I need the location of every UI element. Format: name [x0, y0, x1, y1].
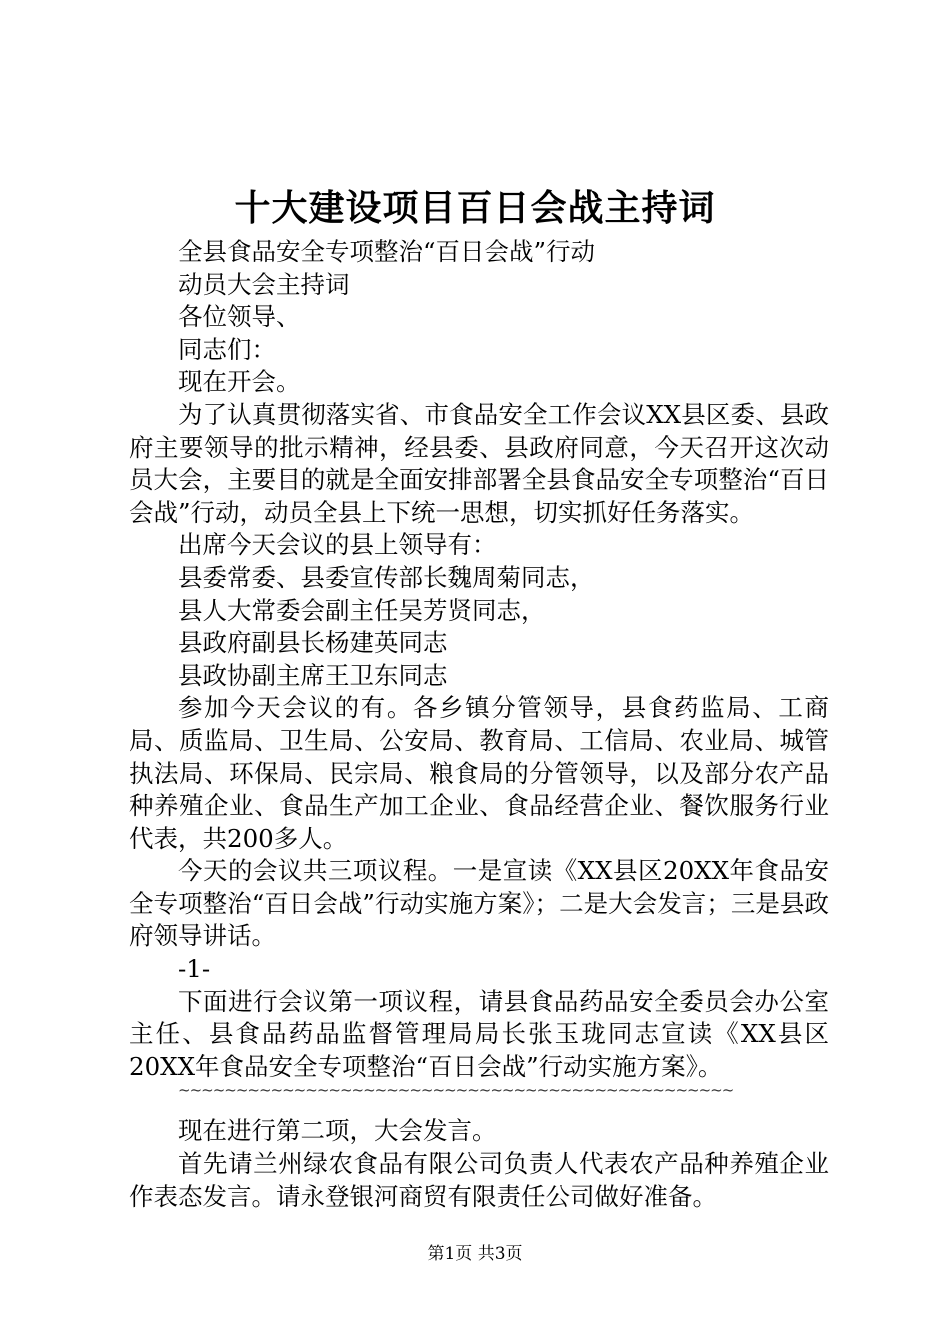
document-title: 十大建设项目百日会战主持词	[234, 187, 716, 229]
inline-page-number: -1-	[178, 954, 211, 984]
spacer	[129, 1101, 829, 1115]
paragraph-leader-1: 县委常委、县委宣传部长魏周菊同志，	[178, 562, 595, 592]
paragraph-speech-order: 首先请兰州绿农食品有限公司负责人代表农产品种养殖企业作表态发言。请永登银河商贸有限责任公司做好准备。	[129, 1149, 829, 1211]
document-body	[129, 236, 829, 1213]
paragraph-greeting-1: 各位领导、	[178, 302, 301, 332]
tilde-divider: ~~~~~~~~~~~~~~~~~~~~~~~~~~~~~~~~~~~~~~~~~~~~~~~~	[178, 1083, 734, 1100]
paragraph-greeting-2: 同志们：	[178, 334, 276, 364]
paragraph-second-item: 现在进行第二项，大会发言。	[178, 1116, 497, 1146]
paragraph-leader-4: 县政协副主席王卫东同志	[178, 660, 448, 690]
page-footer: 第1页 共3页	[427, 1244, 523, 1264]
paragraph-subtitle-1: 全县食品安全专项整治“百日会战”行动	[178, 237, 596, 266]
paragraph-leader-3: 县政府副县长杨建英同志	[178, 628, 448, 658]
paragraph-opening: 现在开会。	[178, 367, 301, 397]
paragraph-agenda: 今天的会议共三项议程。一是宣读《XX县区20XX年食品安全专项整治“百日会战”行动实施方案》；二是大会发言；三是县政府领导讲话。	[129, 856, 829, 951]
paragraph-first-item: 下面进行会议第一项议程，请县食品药品安全委员会办公室主任、县食品药品监督管理局局长张玉珑同志宣读《XX县区20XX年食品安全专项整治“百日会战”行动实施方案》。	[129, 986, 829, 1081]
paragraph-purpose: 为了认真贯彻落实省、市食品安全工作会议XX县区委、县政府主要领导的批示精神，经县委、县政府同意，今天召开这次动员大会，主要目的就是全面安排部署全县食品安全专项整治“百日会战”行动，动员全县上下统一思想，切实抓好任务落实。	[129, 399, 829, 527]
paragraph-leaders-intro: 出席今天会议的县上领导有：	[178, 530, 497, 560]
paragraph-attendees: 参加今天会议的有。各乡镇分管领导，县食药监局、工商局、质监局、卫生局、公安局、教育局、工信局、农业局、城管执法局、环保局、民宗局、粮食局的分管领导，以及部分农产品种养殖企业、食品生产加工企业、食品经营企业、餐饮服务行业代表，共200多人。	[129, 693, 829, 853]
paragraph-subtitle-2: 动员大会主持词	[178, 269, 350, 299]
paragraph-leader-2: 县人大常委会副主任吴芳贤同志，	[178, 595, 546, 625]
